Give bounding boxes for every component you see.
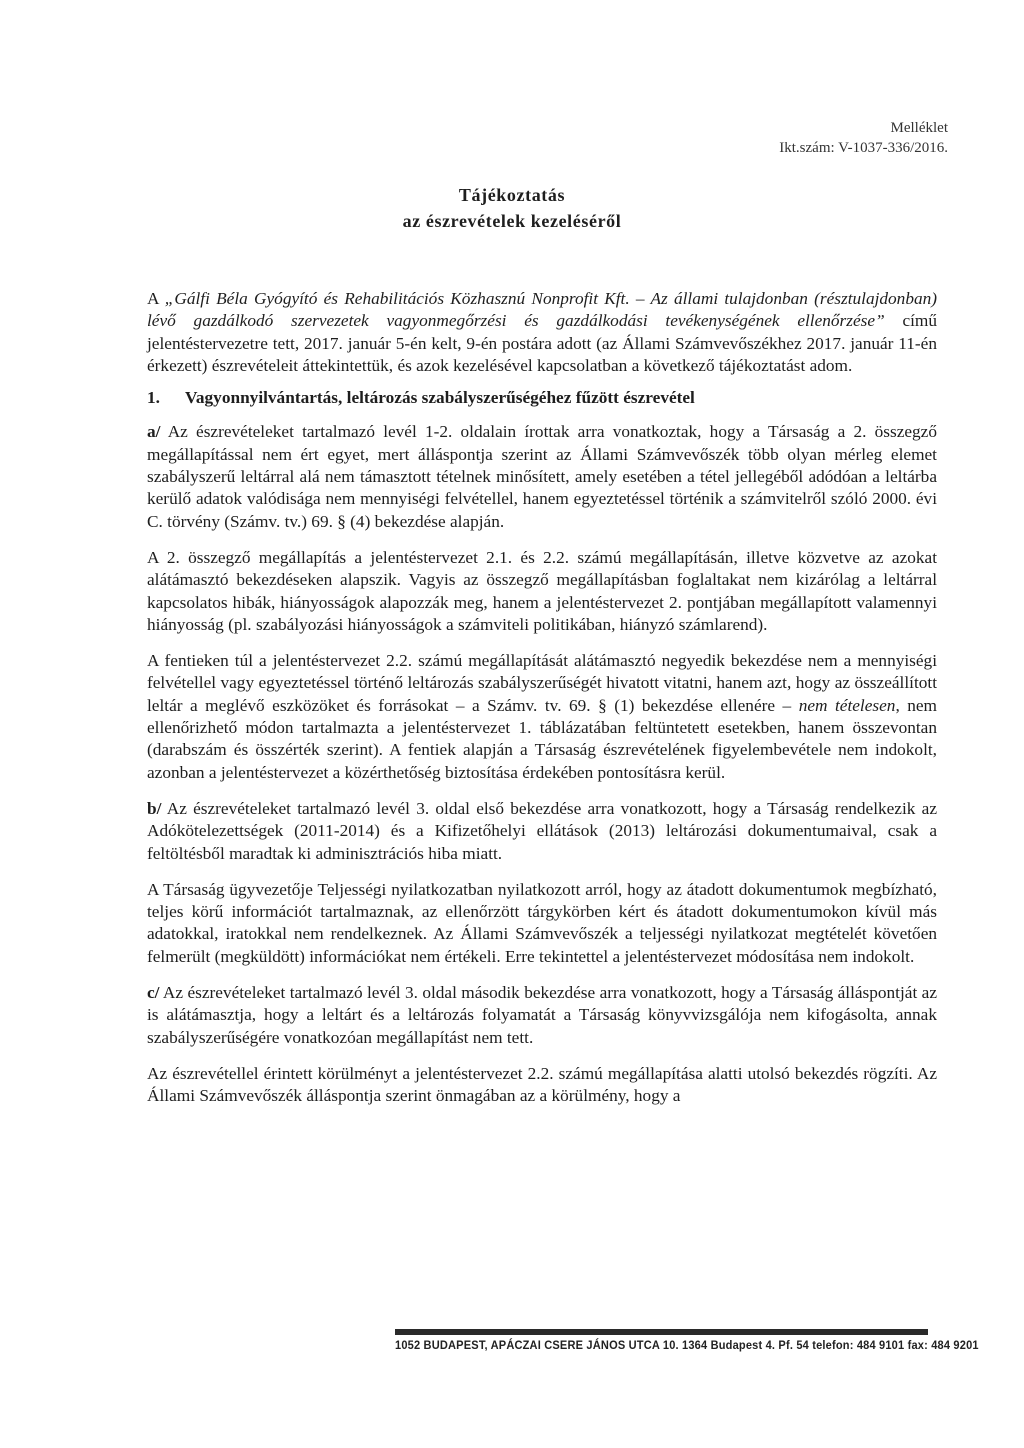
paragraph-a-text: Az észrevételeket tartalmazó levél 1-2. oldalain írottak arra vonatkoztak, hogy a Társaság a 2. összegző megállapítással nem ért egyet, mert álláspontja szerint az Állami Számvevőszék több olyan mérleg elemet szabályszerű leltárral alá nem támasztott tételnek minősített, amely esetében a tétel jellegéből adódóan a leltárba kerülő adatok valódisága nem mennyiségi felvétellel, hanem egyeztetéssel történik a számvitelről szóló 2000. évi C. törvény (Számv. tv.) 69. § (4) bekezdése alapján. [147,422,937,531]
paragraph-a [147,421,937,532]
paragraph-3 [147,650,937,784]
footer-address: 1052 BUDAPEST, APÁCZAI CSERE JÁNOS UTCA 10. 1364 Budapest 4. Pf. 54 telefon: 484 9101 fax: 484 9201 [395,1338,979,1352]
attachment-label: Melléklet [890,120,948,136]
paragraph-c-label: c/ [147,983,160,1003]
paragraph-b-label: b/ [147,798,162,818]
document-body [147,288,937,1122]
paragraph-b [147,798,937,865]
title-line-1: Tájékoztatás [458,185,566,205]
title-line-2: az észrevételek kezeléséről [402,211,622,231]
intro-rest: című jelentéstervezetre tett, 2017. január 5-én kelt, 9-én postára adott (az Állami Számvevőszékhez 2017. január 11-én érkezett) észrevételeit áttekintettük, és azok kezelésével kapcsolatban a következő tájékoztatást adom. [147,311,938,375]
section-1-heading [147,387,937,409]
section-1-title: Vagyonnyilvántartás, leltározás szabályszerűségéhez fűzött észrevétel [185,388,695,408]
paragraph-7: Az észrevétellel érintett körülményt a jelentéstervezet 2.2. számú megállapítása alatti utolsó bekezdés rögzíti. Az Állami Számvevőszék álláspontja szerint önmagában az a körülmény, hogy a [147,1063,937,1106]
paragraph-5: A Társaság ügyvezetője Teljességi nyilatkozatban nyilatkozott arról, hogy az átadott dokumentumok megbízható, teljes körű információt tartalmaznak, az ellenőrzött tárgykörben kért és átadott dokumentumokon kívül más adatokkal, iratokkal nem rendelkeznek. Az Állami Számvevőszék a teljességi nyilatkozat megtételét követően felmerült (megküldött) információkat nem értékeli. Erre tekintettel a jelentéstervezet módosítása nem indokolt. [147,879,937,966]
paragraph-2: A 2. összegző megállapítás a jelentéstervezet 2.1. és 2.2. számú megállapításán, illetve közvetve az azokat alátámasztó bekezdéseken alapszik. Vagyis az összegző megállapításban foglaltakat nem kizárólag a leltárral kapcsolatos hibák, hiányosságok alapozzák meg, hanem a jelentéstervezet 2. pontjában megállapított valamennyi hiányosság (pl. szabályozási hiányosságok a számviteli politikában, hiányzó számlarend). [147,547,937,634]
footer-rule [395,1329,928,1335]
intro-paragraph [147,288,937,377]
paragraph-c-text: Az észrevételeket tartalmazó levél 3. oldal második bekezdése arra vonatkozott, hogy a Társaság álláspontját az is alátámasztja, hogy a leltárt és a leltározás folyamatát a Társaság könyvvizsgálója nem kifogásolta, annak szabályszerűségére vonatkozóan megállapítást nem tett. [147,983,937,1047]
document-title [0,182,1024,234]
paragraph-3-italic: nem tételesen [798,695,896,715]
paragraph-c [147,982,937,1049]
header-block [779,118,948,158]
paragraph-a-label: a/ [147,422,161,442]
paragraph-3-end: , nem ellenőrizhető módon tartalmazta a jelentéstervezet 1. táblázatában feltüntetett esetekben, hanem összevontan (darabszám és összérték szerint). A fentiek alapján a Társaság észrevételének figyelembevétele nem indokolt, azonban a jelentéstervezet a közérthetőség biztosítása érdekében pontosításra kerül. [147,695,938,782]
intro-report-title: „Gálfi Béla Gyógyító és Rehabilitációs Közhasznú Nonprofit Kft. – Az állami tulajdonban (résztulajdonban) lévő gazdálkodó szervezetek vagyonmegőrzési és gazdálkodási tevékenységének ellenőrzése” [147,289,937,331]
reference-number: Ikt.szám: V-1037-336/2016. [779,140,948,156]
section-1-number: 1. [147,388,160,408]
paragraph-3-start: A fentieken túl a jelentéstervezet 2.2. számú megállapítását alátámasztó negyedik bekezdése nem a mennyiségi felvétellel vagy egyeztetéssel történő leltározás szabályszerűségét hivatott vitatni, hanem azt, hogy az összeállított leltár a meglévő eszközöket és forrásokat – a Számv. tv. 69. § (1) bekezdése ellenére – [147,651,937,715]
intro-prefix: A [147,289,165,308]
paragraph-b-text: Az észrevételeket tartalmazó levél 3. oldal első bekezdése arra vonatkozott, hogy a Társaság rendelkezik az Adókötelezettségek (2011-2014) és a Kifizetőhelyi ellátások (2013) leltározási dokumentumaival, csak a feltöltésből maradtak ki adminisztrációs hiba miatt. [147,798,937,863]
